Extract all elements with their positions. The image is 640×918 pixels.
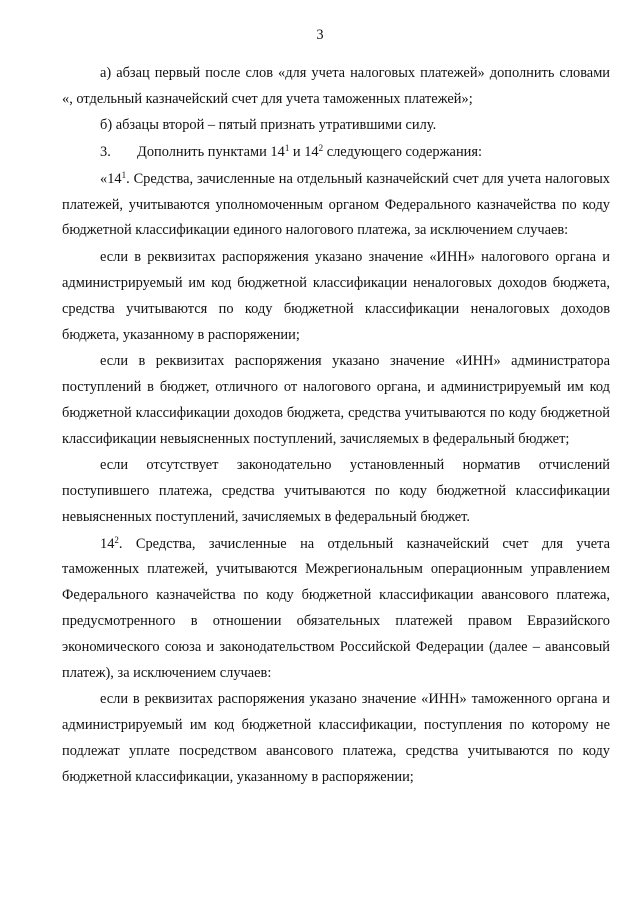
superscript: 2 [114,534,119,545]
paragraph-b: б) абзацы второй – пятый признать утратившими силу. [100,117,437,134]
superscript: 1 [121,169,127,180]
paragraph-3-text-mid: и 14 [289,144,319,161]
paragraph-3-text-end: следующего содержания: [323,144,482,161]
clause-14-1-number: «14 [100,170,122,187]
paragraph-a: а) абзац первый после слов «для учета налоговых платежей» дополнить словами «, отдельный казначейский счет для учета таможенных платежей»; [62,65,610,107]
clause-14-2-text: . Средства, зачисленные на отдельный казначейский счет для учета таможенных платежей, учитываются Межрегиональным операционным управлением Федерального казначейства по коду бюджетной классификации авансового платежа, предусмотренного в отношении обязательных платежей правом Евразийского экономического союза и законодательством Российской Федерации (далее – авансовый платеж), за исключением случаев: [62,535,610,681]
paragraph-14-1 [62,167,610,244]
case-paragraph-3: если отсутствует законодательно установленный норматив отчислений поступившего платежа, средства учитываются по коду бюджетной классификации невыясненных поступлений, зачисляемых в федеральный бюджет. [62,457,610,525]
case-paragraph-2: если в реквизитах распоряжения указано значение «ИНН» администратора поступлений в бюджет, отличного от налогового органа, и администрируемый им код бюджетной классификации доходов бюджета, средства учитываются по коду бюджетной классификации невыясненных поступлений, зачисляемых в федеральный бюджет; [62,353,610,447]
page-number: 3 [316,27,324,43]
case-paragraph-1: если в реквизитах распоряжения указано значение «ИНН» налогового органа и администрируемый им код бюджетной классификации неналоговых доходов бюджета, средства учитываются по коду бюджетной классификации неналоговых доходов бюджета, указанному в распоряжении; [62,249,610,343]
superscript: 1 [284,143,290,154]
clause-14-2-number: 14 [100,535,115,552]
paragraph-14-2 [62,532,610,687]
case-paragraph-4: если в реквизитах распоряжения указано значение «ИНН» таможенного органа и администрируемый им код бюджетной классификации, поступления по которому не подлежат уплате посредством авансового платежа, средства учитываются по коду бюджетной классификации, указанному в распоряжении; [62,691,610,785]
clause-14-1-text: . Средства, зачисленные на отдельный казначейский счет для учета налоговых платежей, учитываются уполномоченным органом Федерального казначейства по коду бюджетной классификации единого налогового платежа, за исключением случаев: [62,170,610,239]
paragraph-3 [62,140,610,166]
paragraph-3-number: 3. [100,144,111,161]
superscript: 2 [318,143,324,154]
document-body [62,61,610,790]
paragraph-3-text-start: Дополнить пунктами 14 [137,144,285,161]
